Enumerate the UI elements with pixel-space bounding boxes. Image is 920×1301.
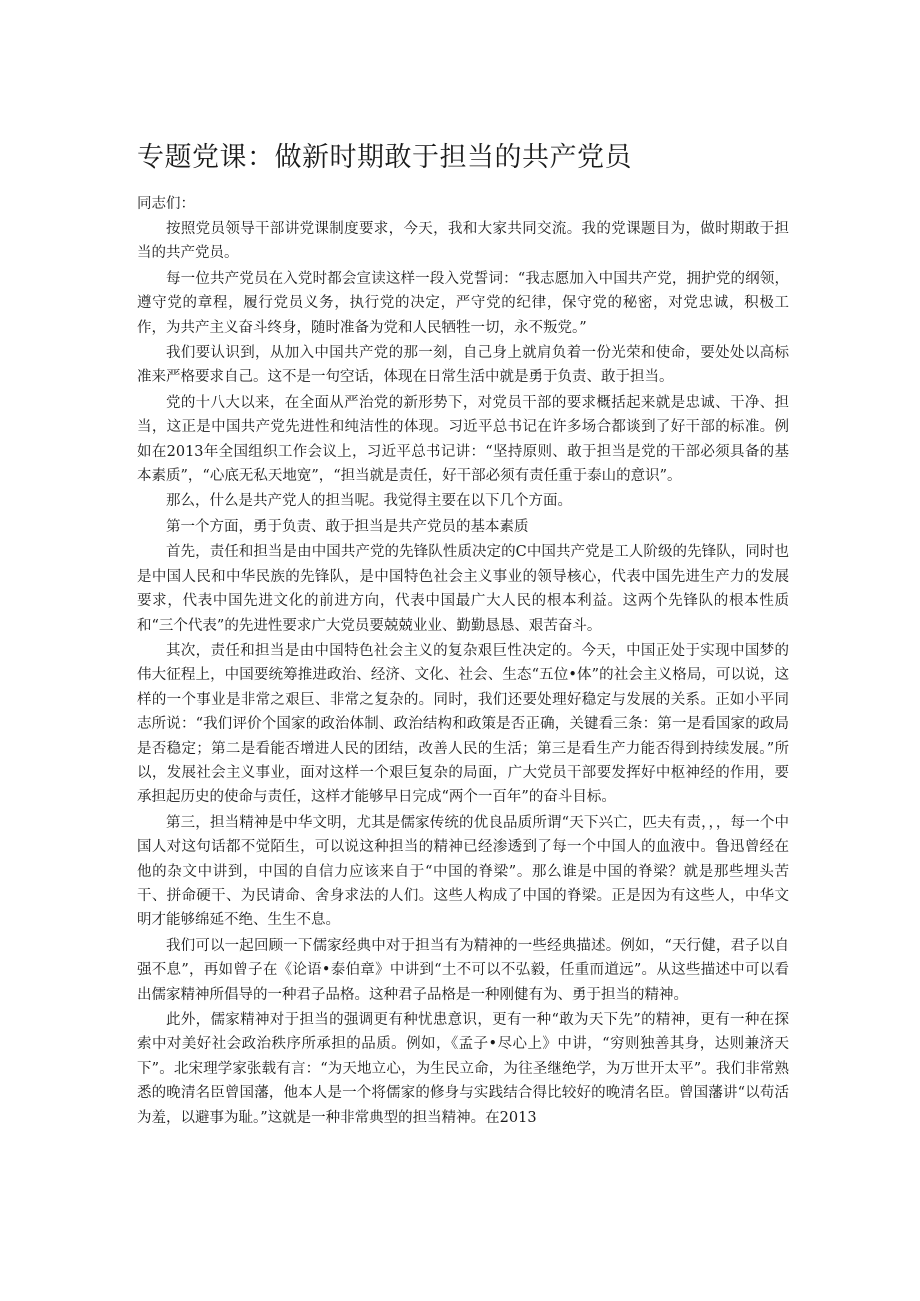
paragraph-1: 按照党员领导干部讲党课制度要求，今天，我和大家共同交流。我的党课题目为，做时期敢于担当的共产党员。 [137,221,789,262]
paragraph-9: 我们可以一起回顾一下儒家经典中对于担当有为精神的一些经典描述。例如，“天行健，君子以自强不息”，再如曾子在《论语•泰伯章》中讲到“土不可以不弘毅，任重而道远”。从这些描述中可以看出儒家精神所倡导的一种君子品格。这种君子品格是一种刚健有为、勇于担当的精神。 [137,937,789,1003]
paragraph-4: 党的十八大以来，在全面从严治党的新形势下，对党员干部的要求概括起来就是忠诚、干净、担当，这正是中国共产党先进性和纯洁性的体现。习近平总书记在许多场合都谈到了好干部的标准。例如在2013年全国组织工作会议上，习近平总书记讲：“坚持原则、敢于担当是党的干部必须具备的基本素质”，“心底无私天地宽”，“担当就是责任，好干部必须有责任重于泰山的意识”。 [137,394,789,485]
document-page [137,138,789,1131]
paragraph-8: 第三，担当精神是中华文明，尤其是儒家传统的优良品质所谓“天下兴亡，匹夫有责，，，每一个中国人对这句话都不觉陌生，可以说这种担当的精神已经渗透到了每一个中国人的血液中。鲁迅曾经在他的杂文中讲到，中国的自信力应该来自于“中国的脊梁”。那么谁是中国的脊梁？就是那些埋头苦干、拼命硬干、为民请命、舍身求法的人们。这些人构成了中国的脊梁。正是因为有这些人，中华文明才能够绵延不绝、生生不息。 [137,814,789,929]
section-heading-1: 第一个方面，勇于负责、敢于担当是共产党员的基本素质 [166,518,529,535]
paragraph-5: 那么，什么是共产党人的担当呢。我觉得主要在以下几个方面。 [166,493,572,510]
paragraph-7: 其次，责任和担当是由中国特色社会主义的复杂艰巨性决定的。今天，中国正处于实现中国梦的伟大征程上，中国要统筹推进政治、经济、文化、社会、生态“五位•体”的社会主义格局，可以说，这样的一个事业是非常之艰巨、非常之复杂的。同时，我们还要处理好稳定与发展的关系。正如小平同志所说：“我们评价个国家的政治体制、政治结构和政策是否正确，关键看三条：第一是看国家的政局是否稳定；第二是看能否增进人民的团结，改善人民的生活；第三是看生产力能否得到持续发展。”所以，发展社会主义事业，面对这样一个艰巨复杂的局面，广大党员干部要发挥好中枢神经的作用，要承担起历史的使命与责任，这样才能够早日完成“两个一百年”的奋斗目标。 [137,642,789,806]
paragraph-2: 每一位共产党员在入党时都会宣读这样一段入党誓词：“我志愿加入中国共产党，拥护党的纲领，遵守党的章程，履行党员义务，执行党的决定，严守党的纪律，保守党的秘密，对党忠诚，积极工作，为共产主义奋斗终身，随时准备为党和人民牺牲一切，永不叛党。” [137,270,789,336]
salutation: 同志们： [137,196,195,212]
paragraph-3: 我们要认识到，从加入中国共产党的那一刻，自己身上就肩负着一份光荣和使命，要处处以高标准来严格要求自己。这不是一句空话，体现在日常生活中就是勇于负责、敢于担当。 [137,345,789,386]
paragraph-10: 此外，儒家精神对于担当的强调更有种忧患意识，更有一种“敢为天下先”的精神，更有一种在探索中对美好社会政治秩序所承担的品质。例如，《孟子•尽心上》中讲，“穷则独善其身，达则兼济天下”。北宋理学家张载有言：“为天地立心，为生民立命，为往圣继绝学，为万世开太平”。我们非常熟悉的晚清名臣曾国藩，他本人是一个将儒家的修身与实践结合得比较好的晚清名臣。曾国藩讲“以苟活为羞，以避事为耻。”这就是一种非常典型的担当精神。在2013 [137,1012,789,1126]
document-title: 专题党课：做新时期敢于担当的共产党员 [137,142,632,173]
paragraph-6: 首先，责任和担当是由中国共产党的先锋队性质决定的C中国共产党是工人阶级的先锋队，同时也是中国人民和中华民族的先锋队，是中国特色社会主义事业的领导核心，代表中国先进生产力的发展要求，代表中国先进文化的前进方向，代表中国最广大人民的根本利益。这两个先锋队的根本性质和“三个代表”的先进性要求广大党员要兢兢业业、勤勤恳恳、艰苦奋斗。 [137,544,789,634]
